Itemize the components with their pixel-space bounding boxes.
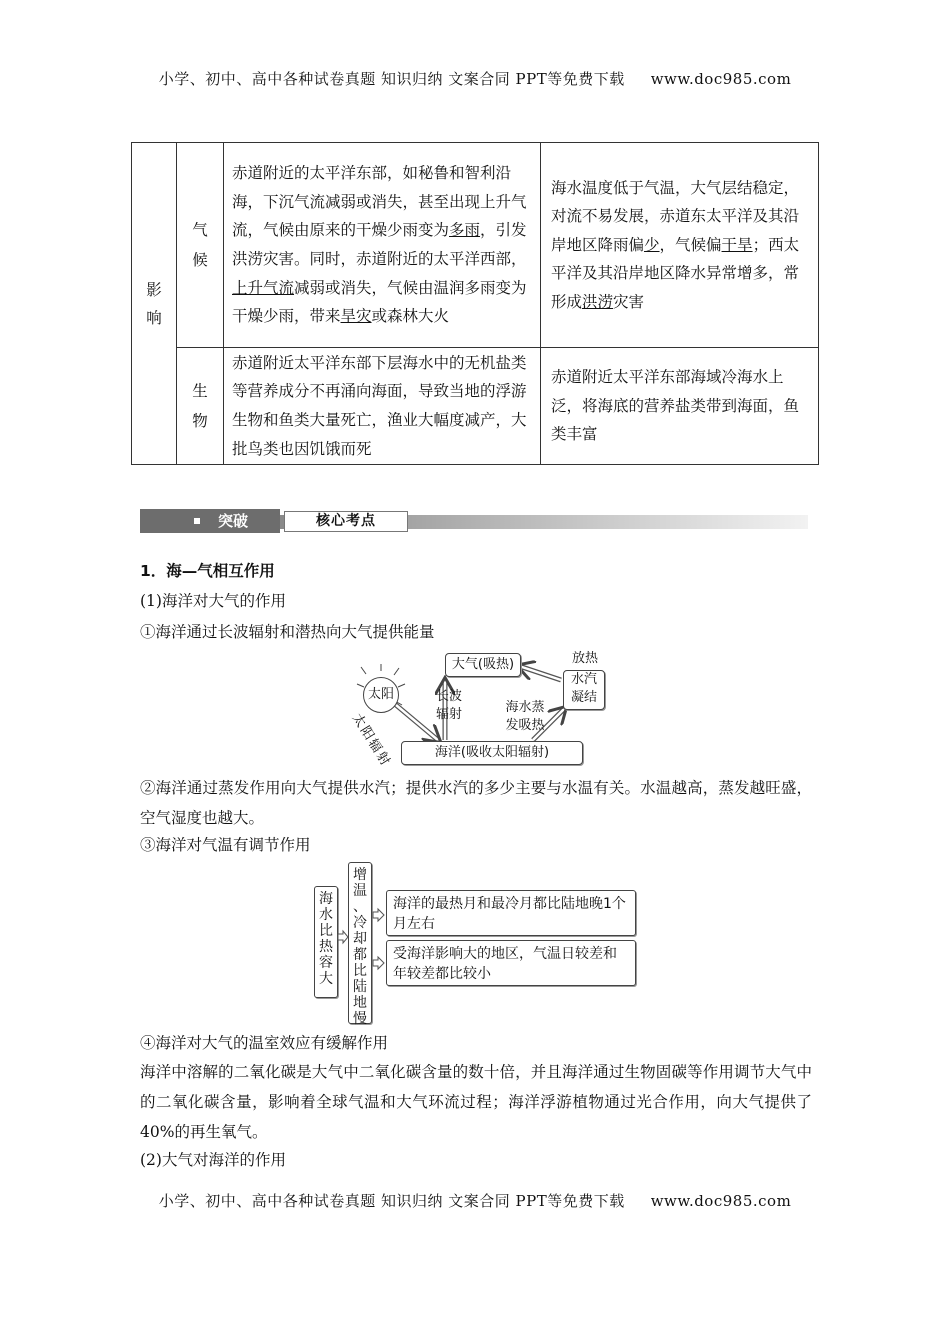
bottom-result-box: 受海洋影响大的地区，气温日较差和年较差都比较小 [386, 940, 636, 986]
item-4: ④海洋对大气的温室效应有缓解作用 [140, 1034, 389, 1052]
underlined-answer: 旱灾 [340, 307, 372, 326]
longwave-line-2: 辐射 [435, 707, 462, 722]
sun-radiation-label [343, 705, 403, 770]
vertical-char: 都 [353, 947, 367, 963]
vertical-char: 比 [353, 963, 367, 979]
text-run: 赤道附近太平洋东部海域冷海水上泛，将海底的营养盐类带到海面，鱼类丰富 [551, 368, 800, 444]
heading-1: 1．海—气相互作用 [140, 562, 275, 580]
ocean-box: 海洋(吸收太阳辐射) [401, 741, 583, 765]
underlined-answer: 少 [644, 235, 660, 254]
item-1: ①海洋通过长波辐射和潜热向大气提供能量 [140, 623, 435, 641]
lanina-biology-text [551, 363, 808, 449]
vertical-char: 气 [192, 221, 208, 239]
vertical-char: 候 [192, 251, 208, 269]
text-run: ，引发洪涝灾害。同时，赤道附近的太平洋西部， [232, 221, 527, 268]
vertical-char: 热 [319, 939, 333, 955]
vertical-char: 大 [319, 971, 333, 987]
elnino-climate-cell [224, 143, 541, 348]
evaporation-label [497, 699, 553, 735]
category-climate [177, 143, 224, 348]
category-biology-text [178, 376, 222, 436]
elnino-biology-cell [224, 348, 541, 465]
banner-title: 核心考点 [284, 511, 408, 532]
atmosphere-box: 大气(吸热) [445, 653, 521, 677]
vertical-char: 影 [146, 280, 162, 299]
arrow-left-to-middle [338, 931, 348, 943]
lanina-biology-cell [541, 348, 819, 465]
temperature-diagram [314, 862, 638, 1027]
vertical-char: 却 [353, 931, 367, 947]
vertical-char: 水 [319, 907, 333, 923]
impact-table [131, 142, 819, 465]
underlined-answer: 多雨 [449, 221, 481, 240]
lanina-climate-text [551, 174, 808, 317]
footer-text: 小学、初中、高中各种试卷真题 知识归纳 文案合同 PPT等免费下载 [158, 1192, 625, 1210]
vertical-char: 响 [146, 308, 162, 327]
category-climate-text [178, 215, 222, 275]
vertical-char: 生 [192, 382, 208, 400]
evaporation-line-2: 发吸热 [505, 718, 545, 733]
vertical-char: 、 [353, 899, 367, 915]
arrow-to-top [373, 909, 384, 921]
sun-radiation-text: 太阳辐射 [348, 711, 394, 770]
vertical-char: 慢 [353, 1011, 367, 1027]
page-footer [0, 1190, 950, 1211]
energy-diagram [333, 650, 633, 772]
square-icon [194, 518, 200, 524]
longwave-label [431, 688, 467, 724]
text-run: ；西太平洋及其沿岸地区降水异常增多，常形成 [551, 235, 800, 311]
condense-box [563, 670, 605, 710]
text-run: 灾害 [613, 292, 645, 311]
condense-line-1: 水汽 [570, 672, 597, 687]
vertical-char: 物 [192, 412, 208, 430]
text-run: 减弱或消失，气候由温润多雨变为干燥少雨，带来 [232, 278, 527, 326]
vertical-char: 容 [319, 955, 333, 971]
vertical-char: 冷 [353, 915, 367, 931]
vertical-char: 增 [353, 867, 367, 883]
page-header [0, 68, 950, 89]
item-2: ②海洋通过蒸发作用向大气提供水汽；提供水汽的多少主要与水温有关。水温越高，蒸发越旺盛，空气湿度也越大。 [140, 779, 812, 827]
underlined-answer: 干旱 [721, 235, 753, 254]
lanina-climate-cell [541, 143, 819, 348]
arrow-to-bottom [373, 957, 384, 969]
banner-tag [140, 509, 280, 533]
evaporation-line-1: 海水蒸 [505, 700, 545, 715]
sun-icon: 太阳 [363, 677, 399, 713]
text-run: 海水温度低于气温，大气层结稳定，对流不易发展，赤道东太平洋及其沿岸地区降雨偏 [551, 178, 800, 254]
footer-url[interactable]: www.doc985.com [650, 1192, 792, 1210]
elnino-climate-text [232, 159, 532, 331]
underlined-answer: 上升气流 [232, 278, 295, 297]
vertical-char: 海 [319, 891, 333, 907]
elnino-biology-text [232, 349, 532, 463]
text-run: 或森林大火 [371, 307, 450, 326]
item-3: ③海洋对气温有调节作用 [140, 836, 311, 854]
vertical-char: 地 [353, 995, 367, 1011]
text-run: ，气候偏 [659, 235, 722, 254]
vertical-char: 比 [319, 923, 333, 939]
side-label-text [133, 276, 175, 332]
text-run: 赤道附近太平洋东部下层海水中的无机盐类等营养成分不再涌向海面，导致当地的浮游生物和鱼类大量死亡，渔业大幅度减产，大批鸟类也因饥饿而死 [232, 353, 527, 458]
top-result-box: 海洋的最热月和最冷月都比陆地晚1个月左右 [386, 890, 636, 936]
paragraph-4: 海洋中溶解的二氧化碳是大气中二氧化碳含量的数十倍，并且海洋通过生物固碳等作用调节大气中的二氧化碳含量，影响着全球气温和大气环流过程；海洋浮游植物通过光合作用，向大气提供了40%的再生氧气。 [140, 1063, 812, 1141]
text-run: 赤道附近的太平洋东部，如秘鲁和智利沿海，下沉气流减弱或消失，甚至出现上升气流，气候由原来的干燥少雨变为 [232, 164, 527, 240]
subheading-2: (2)大气对海洋的作用 [140, 1151, 286, 1169]
category-biology [177, 348, 224, 465]
release-heat-label: 放热 [571, 651, 598, 666]
section-banner [140, 509, 808, 533]
header-text: 小学、初中、高中各种试卷真题 知识归纳 文案合同 PPT等免费下载 [158, 70, 625, 88]
vertical-char: 陆 [353, 979, 367, 995]
vertical-char: 温 [353, 883, 367, 899]
banner-tag-text: 突破 [218, 512, 249, 530]
subheading-1: (1)海洋对大气的作用 [140, 592, 286, 610]
header-url[interactable]: www.doc985.com [650, 70, 792, 88]
impact-side-label [132, 143, 177, 465]
longwave-line-1: 长波 [435, 689, 462, 704]
condense-line-2: 凝结 [570, 690, 597, 705]
underlined-answer: 洪涝 [582, 292, 614, 311]
